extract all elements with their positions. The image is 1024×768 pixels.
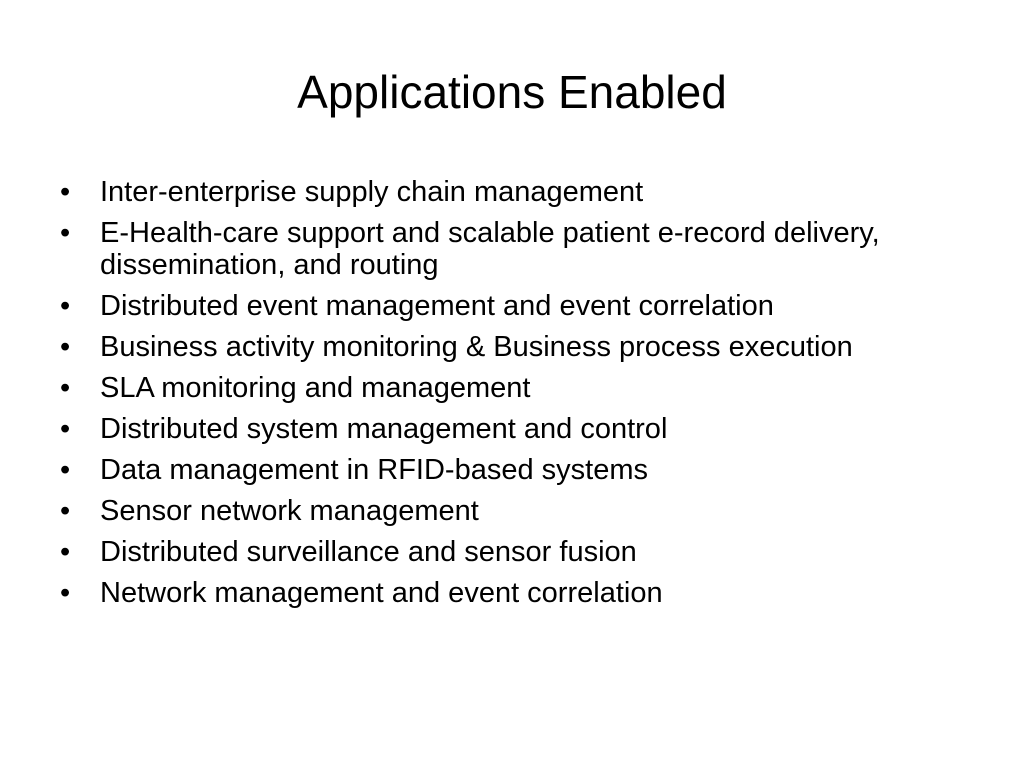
bullet-icon: • xyxy=(60,217,71,249)
bullet-text: Sensor network management xyxy=(100,495,479,527)
bullet-item xyxy=(60,495,940,527)
bullet-text: Distributed system management and control xyxy=(100,413,668,445)
bullet-icon: • xyxy=(60,331,71,363)
bullet-text: Network management and event correlation xyxy=(100,577,663,609)
bullet-text: Distributed surveillance and sensor fusion xyxy=(100,536,637,568)
bullet-item xyxy=(60,413,940,445)
bullet-item xyxy=(60,372,940,404)
bullet-item xyxy=(60,454,940,486)
bullet-text: Inter-enterprise supply chain management xyxy=(100,176,644,208)
bullet-item xyxy=(60,176,940,208)
bullet-icon: • xyxy=(60,413,71,445)
bullet-text: Distributed event management and event correlation xyxy=(100,290,774,322)
bullet-text: Business activity monitoring & Business process execution xyxy=(100,331,853,363)
bullet-list xyxy=(60,176,940,618)
bullet-icon: • xyxy=(60,176,71,208)
bullet-icon: • xyxy=(60,495,71,527)
bullet-icon: • xyxy=(60,536,71,568)
bullet-item xyxy=(60,577,940,609)
bullet-icon: • xyxy=(60,372,71,404)
bullet-icon: • xyxy=(60,454,71,486)
bullet-item xyxy=(60,331,940,363)
bullet-item xyxy=(60,290,940,322)
bullet-text: E-Health-care support and scalable patient e-record delivery, dissemination, and routing xyxy=(100,217,880,281)
bullet-icon: • xyxy=(60,577,71,609)
bullet-text: Data management in RFID-based systems xyxy=(100,454,648,486)
slide-title: Applications Enabled xyxy=(297,66,727,118)
bullet-item xyxy=(60,217,940,281)
bullet-item xyxy=(60,536,940,568)
bullet-text: SLA monitoring and management xyxy=(100,372,531,404)
bullet-icon: • xyxy=(60,290,71,322)
